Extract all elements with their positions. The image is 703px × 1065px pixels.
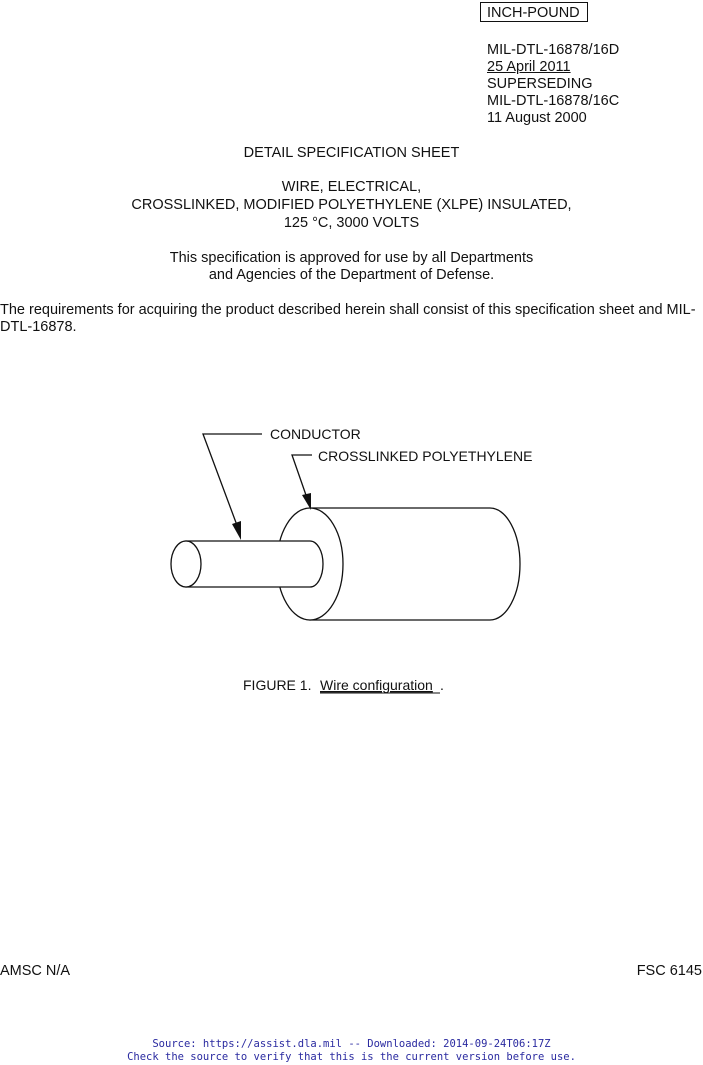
title-line-3: 125 °C, 3000 VOLTS (283, 215, 420, 231)
superseded-document-date: 11 August 2000 (487, 110, 587, 126)
title-line-2: CROSSLINKED, MODIFIED POLYETHYLENE (XLPE) INSULATED, (131, 197, 572, 213)
conductor-arrowhead (232, 521, 241, 540)
title-line-1: WIRE, ELECTRICAL, (281, 179, 422, 195)
insulation-leader-line (292, 455, 312, 498)
figure-caption-period: . (440, 677, 444, 693)
approval-line-1: This specification is approved for use by all Departments (169, 250, 534, 266)
insulation-label: CROSSLINKED POLYETHYLENE (318, 448, 533, 464)
superseding-label: SUPERSEDING (487, 76, 593, 92)
fsc-code: FSC 6145 (636, 963, 702, 979)
wire-configuration-figure (0, 420, 703, 710)
requirements-paragraph: The requirements for acquiring the product described herein shall consist of this specification sheet and MIL-DTL-16878. (0, 302, 696, 335)
conductor-label: CONDUCTOR (270, 426, 361, 442)
figure-title: Wire configuration (320, 677, 433, 693)
figure-number: FIGURE 1. (243, 677, 312, 693)
sheet-type-heading: DETAIL SPECIFICATION SHEET (243, 145, 460, 161)
amsc-code: AMSC N/A (0, 963, 71, 979)
document-number: MIL-DTL-16878/16D (487, 42, 620, 58)
conductor-body (186, 541, 323, 587)
superseded-document-number: MIL-DTL-16878/16C (487, 93, 620, 109)
approval-line-2: and Agencies of the Department of Defense. (208, 267, 495, 283)
source-note-line-2: Check the source to verify that this is the current version before use. (127, 1051, 576, 1063)
insulation-arrowhead (302, 493, 311, 510)
classification-box: INCH-POUND (480, 2, 588, 22)
conductor-leader-line (203, 434, 262, 528)
conductor-end-face (171, 541, 201, 587)
document-date: 25 April 2011 (487, 59, 571, 75)
source-note-line-1: Source: https://assist.dla.mil -- Downloaded: 2014-09-24T06:17Z (152, 1038, 551, 1050)
